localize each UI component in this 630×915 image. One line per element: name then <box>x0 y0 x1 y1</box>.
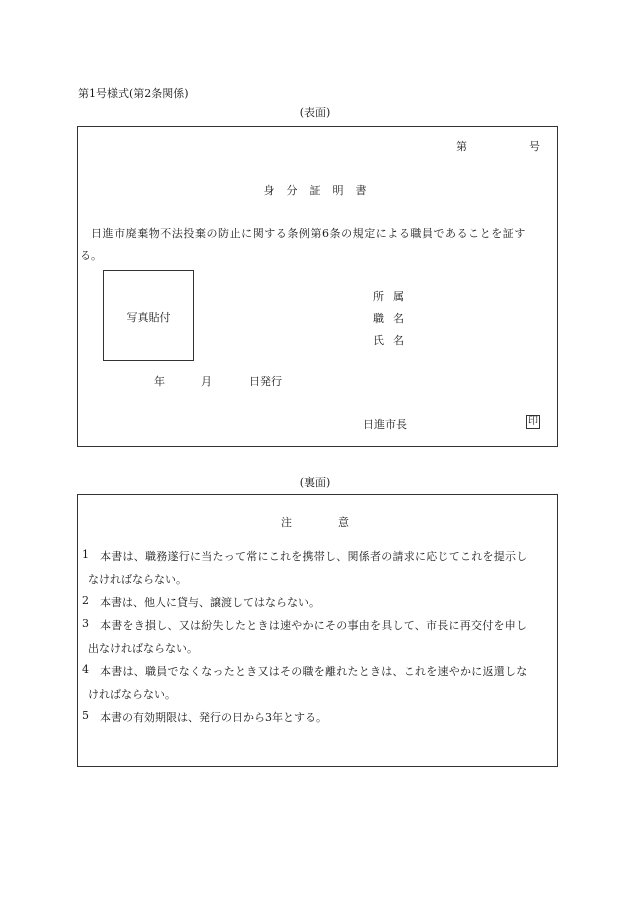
photo-attachment-label: 写真貼付 <box>126 311 171 324</box>
note-text-continued: 出なければならない。 <box>88 642 198 655</box>
issue-month-label: 月 <box>201 375 212 388</box>
note-text: 本書をき損し、又は紛失したときは速やかにその事由を具して、市長に再交付を申し <box>100 619 528 632</box>
seal-mark: 印 <box>528 416 538 427</box>
certificate-number-prefix: 第 <box>456 140 467 153</box>
note-text: 本書の有効期限は、発行の日から3年とする。 <box>100 711 327 724</box>
field-affiliation-label: 所属 <box>373 290 413 303</box>
note-number: 2 <box>82 594 89 607</box>
issue-year-label: 年 <box>154 375 165 388</box>
form-number-title: 第1号様式(第2条関係) <box>78 87 189 100</box>
front-side-label: (表面) <box>299 106 331 119</box>
certification-text-line2: る。 <box>80 249 102 262</box>
note-number: 1 <box>82 548 89 561</box>
note-number: 3 <box>82 617 89 630</box>
field-position-label: 職名 <box>373 312 413 325</box>
issuer-mayor: 日進市長 <box>363 418 407 431</box>
back-side-label: (裏面) <box>299 476 331 489</box>
note-text-continued: ければならない。 <box>88 688 176 701</box>
note-text: 本書は、職員でなくなったとき又はその職を離れたときは、これを速やかに返還しな <box>100 665 528 678</box>
document-title: 身分証明書 <box>263 184 379 197</box>
certification-text-line1: 日進市廃棄物不法投棄の防止に関する条例第6条の規定による職員であることを証す <box>91 227 526 240</box>
note-text-continued: なければならない。 <box>88 573 187 586</box>
field-name-label: 氏名 <box>373 334 413 347</box>
certificate-number-suffix: 号 <box>529 140 540 153</box>
issue-day-label: 日発行 <box>249 375 282 388</box>
note-number: 5 <box>82 709 89 722</box>
note-number: 4 <box>82 663 89 676</box>
note-text: 本書は、職務遂行に当たって常にこれを携帯し、関係者の請求に応じてこれを提示し <box>100 550 528 563</box>
notes-title: 注意 <box>281 516 395 529</box>
note-text: 本書は、他人に貸与、譲渡してはならない。 <box>100 596 320 609</box>
